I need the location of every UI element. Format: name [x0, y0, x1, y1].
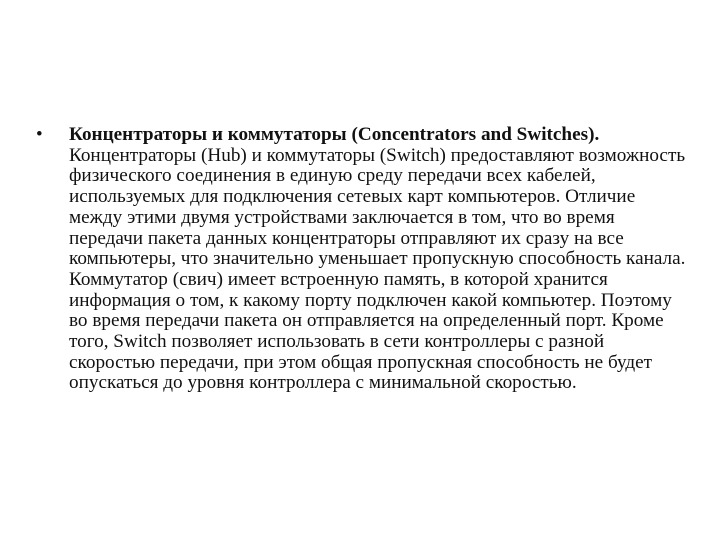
bullet-item: [36, 125, 686, 394]
bullet-body: Концентраторы (Hub) и коммутаторы (Switch) предоставляют возможность физического соединения в единую среду передачи всех кабелей, используемых для подключения сетевых карт компьютеров. Отличие между этими двумя устройствами заключается в том, что во время передачи пакета данных концентраторы отправляют их сразу на все компьютеры, что значительно уменьшает пропускную способность канала. Коммутатор (свич) имеет встроенную память, в которой хранится информация о том, к какому порту подключен какой компьютер. Поэтому во время передачи пакета он отправляется на определенный порт. Кроме того, Switch позволяет использовать в сети контроллеры с разной скоростью передачи, при этом общая пропускная способность не будет опускаться до уровня контроллера с минимальной скоростью.: [69, 144, 686, 394]
bullet-paragraph: [69, 125, 686, 394]
bullet-heading: Концентраторы и коммутаторы (Concentrators and Switches).: [69, 124, 600, 145]
bullet-marker: •: [36, 124, 43, 145]
